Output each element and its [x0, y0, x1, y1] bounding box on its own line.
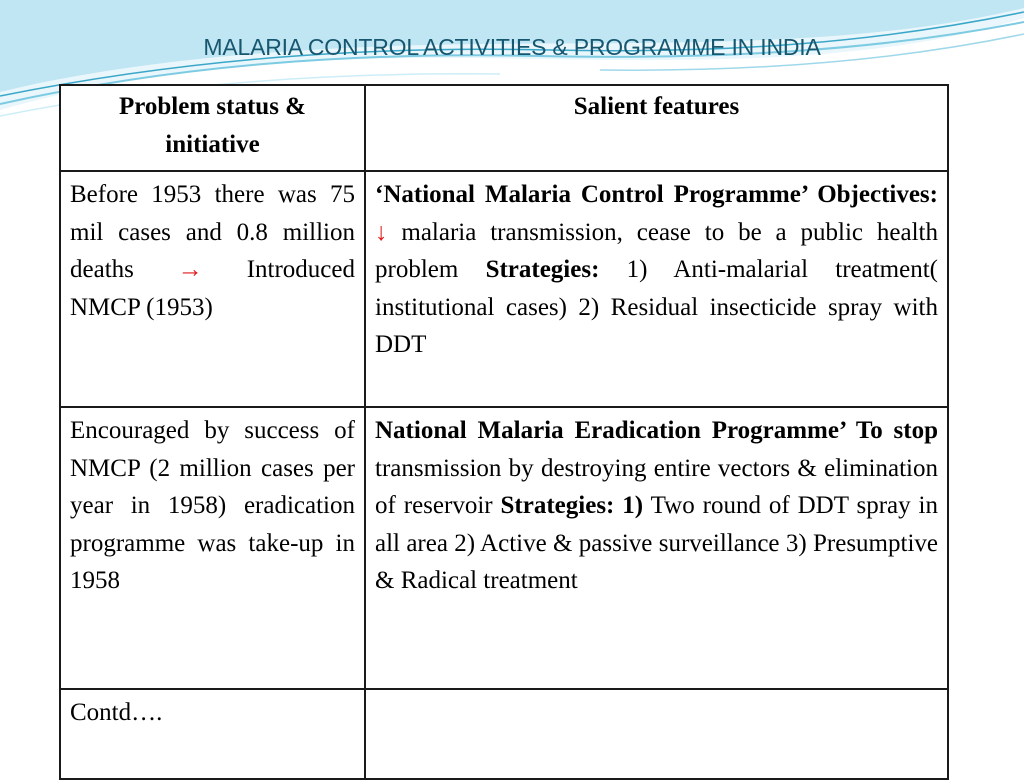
- down-arrow-icon: ↓: [375, 218, 388, 246]
- row2-features-cell: [365, 407, 948, 689]
- row3-problem-cell: Contd….: [60, 689, 365, 779]
- row1-problem-text: Before 1953 there was 75 mil cases and 0.8 million deaths: [70, 181, 355, 284]
- row1-programme-objectives: ‘National Malaria Control Programme’ Objectives:: [375, 181, 938, 208]
- row2-strategies-text: Two round of DDT spray in all area 2) Active & passive surveillance 3) Presumptive & Radical treatment: [375, 492, 939, 595]
- row1-objectives-text: malaria transmission, cease to be a public health problem: [375, 218, 938, 284]
- table-header-row: [60, 85, 948, 171]
- row3-features-cell: [365, 689, 948, 779]
- row1-problem-text-after: Introduced NMCP (1953): [70, 256, 355, 321]
- right-arrow-icon: →: [177, 256, 203, 284]
- header-problem-status: Problem status & initiative: [60, 85, 365, 171]
- table-row: [60, 689, 948, 779]
- table-row: [60, 171, 948, 407]
- row2-problem-cell: Encouraged by success of NMCP (2 million cases per year in 1958) eradication programme was take-up in 1958: [60, 407, 365, 689]
- table-row: [60, 407, 948, 689]
- row2-strategies-label: Strategies: 1): [500, 492, 644, 520]
- row1-strategies-label: Strategies:: [485, 256, 600, 284]
- row1-problem-cell: [60, 171, 365, 407]
- row2-programme-aim: National Malaria Eradication Programme’ To stop: [375, 417, 938, 444]
- slide-title: MALARIA CONTROL ACTIVITIES & PROGRAMME IN INDIA: [203, 34, 821, 60]
- row2-aim-text: transmission by destroying entire vectors & elimination of reservoir: [375, 454, 938, 520]
- row1-strategies-text: 1) Anti-malarial treatment( institutional cases) 2) Residual insecticide spray with DDT: [375, 256, 938, 359]
- row1-features-cell: [365, 171, 948, 407]
- header-salient-features: Salient features: [365, 85, 948, 171]
- malaria-programme-table: [59, 84, 949, 780]
